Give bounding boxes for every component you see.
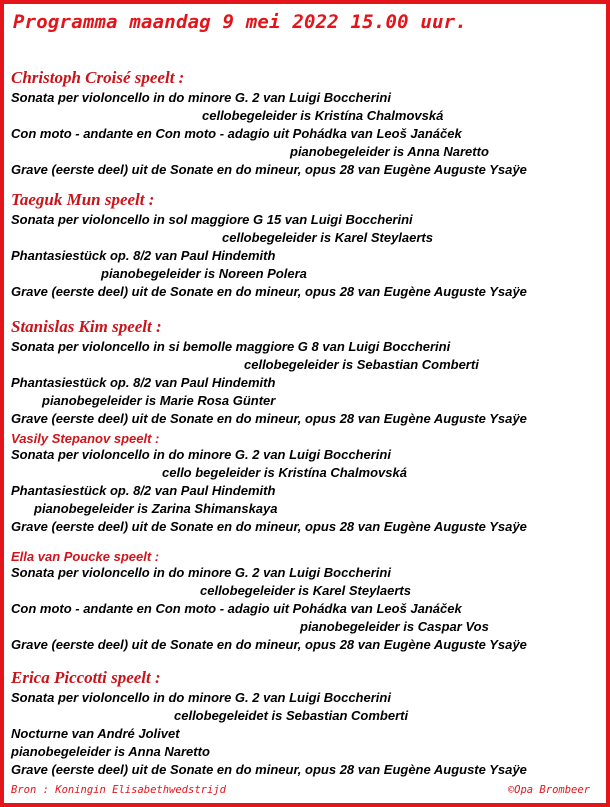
piece-line: Grave (eerste deel) uit de Sonate en do mineur, opus 28 van Eugène Auguste Ysaÿe xyxy=(11,162,527,177)
accompanist-line: cellobegeleider is Karel Steylaerts xyxy=(200,583,411,598)
accompanist-line: cellobegeleider is Kristína Chalmovská xyxy=(202,108,444,123)
accompanist-line: cellobegeleider is Sebastian Comberti xyxy=(244,357,479,372)
piece-line: Phantasiestück op. 8/2 van Paul Hindemith xyxy=(11,483,276,498)
piece-line: Sonata per violoncello in do minore G. 2 van Luigi Boccherini xyxy=(11,447,391,462)
accompanist-line: cello begeleider is Kristína Chalmovská xyxy=(162,465,407,480)
piece-line: Grave (eerste deel) uit de Sonate en do mineur, opus 28 van Eugène Auguste Ysaÿe xyxy=(11,762,527,777)
performer-name: Stanislas Kim speelt : xyxy=(11,317,162,336)
piece-line: Sonata per violoncello in do minore G. 2 van Luigi Boccherini xyxy=(11,565,391,580)
accompanist-line: cellobegeleider is Karel Steylaerts xyxy=(222,230,433,245)
piece-line: Phantasiestück op. 8/2 van Paul Hindemith xyxy=(11,375,276,390)
piece-line: Con moto - andante en Con moto - adagio uit Pohádka van Leoš Janáček xyxy=(11,126,462,141)
piece-line: Nocturne van André Jolivet xyxy=(11,726,180,741)
piece-line: Grave (eerste deel) uit de Sonate en do mineur, opus 28 van Eugène Auguste Ysaÿe xyxy=(11,411,527,426)
piece-line: Sonata per violoncello in do minore G. 2 van Luigi Boccherini xyxy=(11,90,391,105)
performer-name: Ella van Poucke speelt : xyxy=(11,549,160,564)
program-title: Programma maandag 9 mei 2022 15.00 uur. xyxy=(13,11,467,33)
piece-line: Grave (eerste deel) uit de Sonate en do mineur, opus 28 van Eugène Auguste Ysaÿe xyxy=(11,637,527,652)
copyright-credit: ©Opa Brombeer xyxy=(507,784,590,796)
piece-line: Con moto - andante en Con moto - adagio uit Pohádka van Leoš Janáček xyxy=(11,601,462,616)
source-credit: Bron : Koningin Elisabethwedstrijd xyxy=(11,784,226,796)
piece-line: Sonata per violoncello in sol maggiore G 15 van Luigi Boccherini xyxy=(11,212,413,227)
piece-line: Grave (eerste deel) uit de Sonate en do mineur, opus 28 van Eugène Auguste Ysaÿe xyxy=(11,284,527,299)
performer-name: Christoph Croisé speelt : xyxy=(11,68,185,87)
accompanist-line: pianobegeleider is Anna Naretto xyxy=(11,744,210,759)
piece-line: Sonata per violoncello in do minore G. 2 van Luigi Boccherini xyxy=(11,690,391,705)
performer-name: Taeguk Mun speelt : xyxy=(11,190,155,209)
accompanist-line: pianobegeleider is Noreen Polera xyxy=(101,266,307,281)
accompanist-line: pianobegeleider is Marie Rosa Günter xyxy=(42,393,276,408)
accompanist-line: pianobegeleider is Anna Naretto xyxy=(290,144,489,159)
piece-line: Sonata per violoncello in si bemolle maggiore G 8 van Luigi Boccherini xyxy=(11,339,451,354)
accompanist-line: pianobegeleider is Caspar Vos xyxy=(300,619,489,634)
piece-line: Grave (eerste deel) uit de Sonate en do mineur, opus 28 van Eugène Auguste Ysaÿe xyxy=(11,519,527,534)
performer-name: Erica Piccotti speelt : xyxy=(11,668,161,687)
performer-name: Vasily Stepanov speelt : xyxy=(11,431,160,446)
accompanist-line: pianobegeleider is Zarina Shimanskaya xyxy=(34,501,278,516)
accompanist-line: cellobegeleidet is Sebastian Comberti xyxy=(174,708,409,723)
piece-line: Phantasiestück op. 8/2 van Paul Hindemith xyxy=(11,248,276,263)
